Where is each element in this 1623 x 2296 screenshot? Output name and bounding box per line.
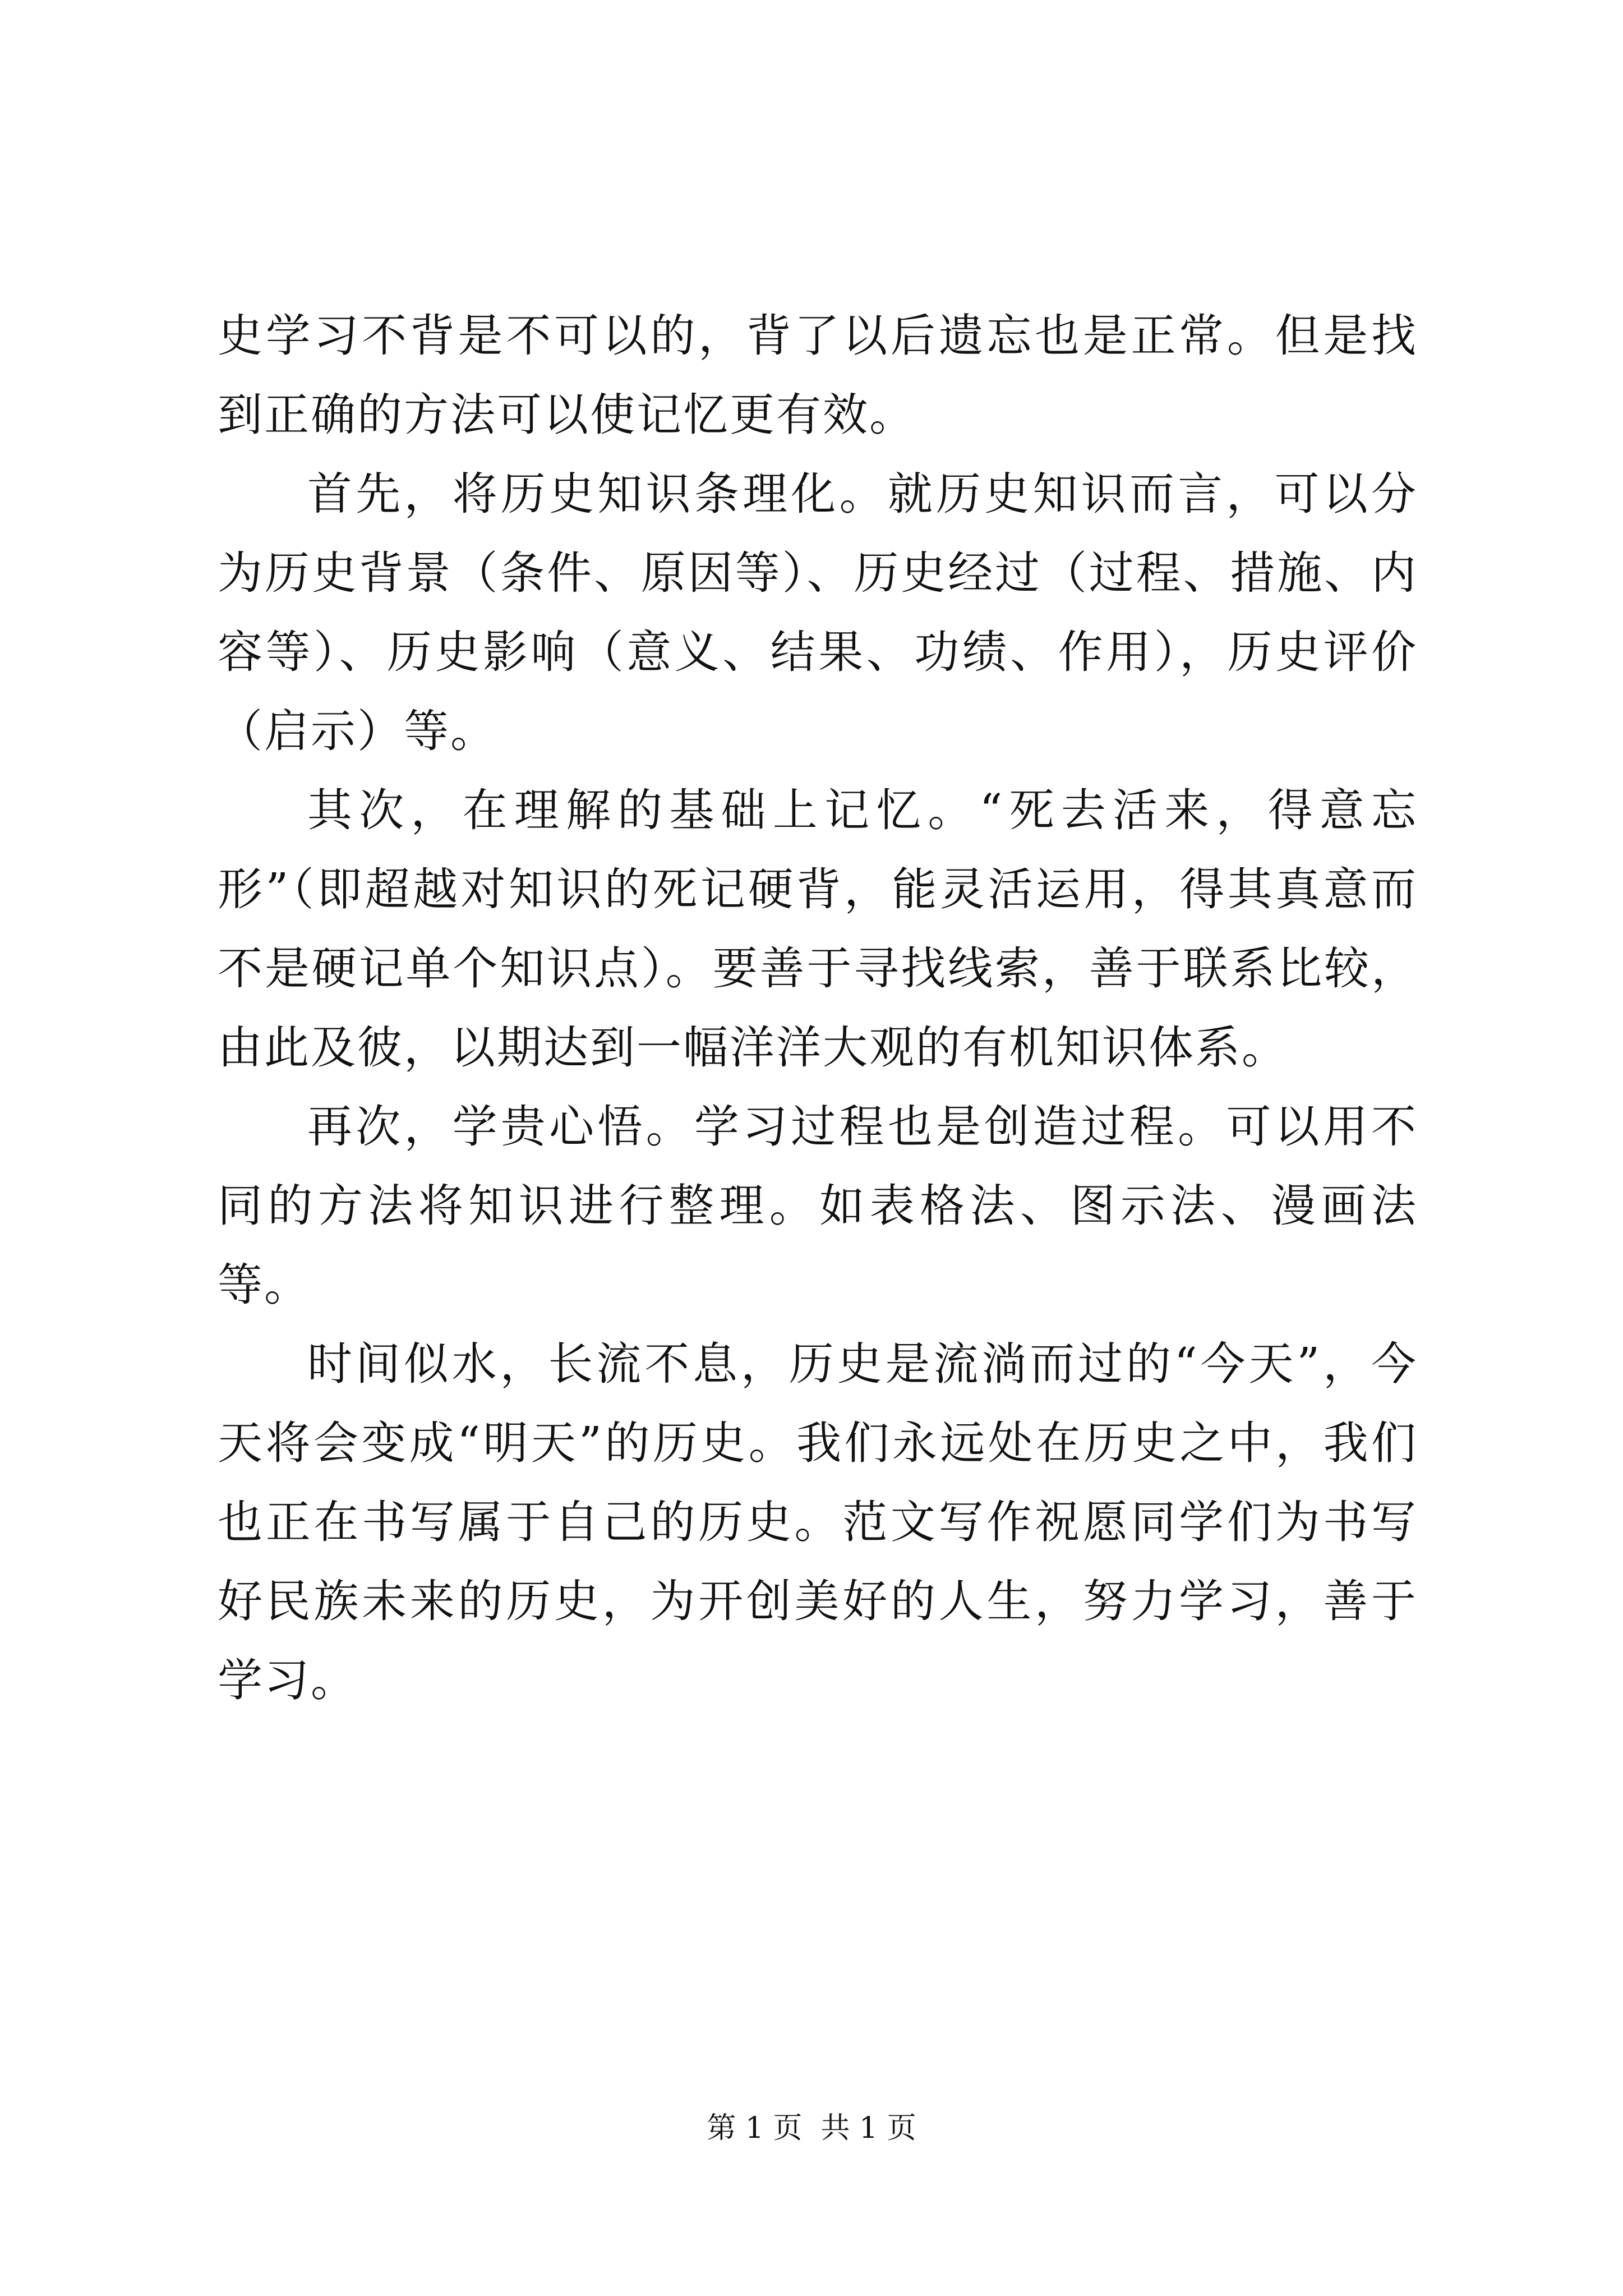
document-body: [218, 296, 1418, 1720]
paragraph-second-point: 其次，在理解的基础上记忆。“死去活来，得意忘形”（即超越对知识的死记硬背，能灵活运用，得其真意而不是硬记单个知识点）。要善于寻找线索，善于联系比较，由此及彼，以期达到一幅洋洋大观的有机知识体系。: [218, 784, 1418, 1074]
paragraph-continuation: 史学习不背是不可以的，背了以后遗忘也是正常。但是找到正确的方法可以使记忆更有效。: [218, 310, 1418, 441]
page-footer: [0, 2110, 1623, 2146]
paragraph-conclusion: 时间似水，长流不息，历史是流淌而过的“今天”，今天将会变成“明天”的历史。我们永远处在历史之中，我们也正在书写属于自己的历史。范文写作祝愿同学们为书写好民族未来的历史，为开创美好的人生，努力学习，善于学习。: [218, 1338, 1418, 1706]
paragraph-first-point: 首先，将历史知识条理化。就历史知识而言，可以分为历史背景（条件、原因等）、历史经过（过程、措施、内容等）、历史影响（意义、结果、功绩、作用），历史评价（启示）等。: [218, 468, 1418, 757]
paragraph-third-point: 再次，学贵心悟。学习过程也是创造过程。可以用不同的方法将知识进行整理。如表格法、图示法、漫画法等。: [218, 1101, 1418, 1311]
page-number-label: 第 1 页 共 1 页: [707, 2111, 916, 2145]
